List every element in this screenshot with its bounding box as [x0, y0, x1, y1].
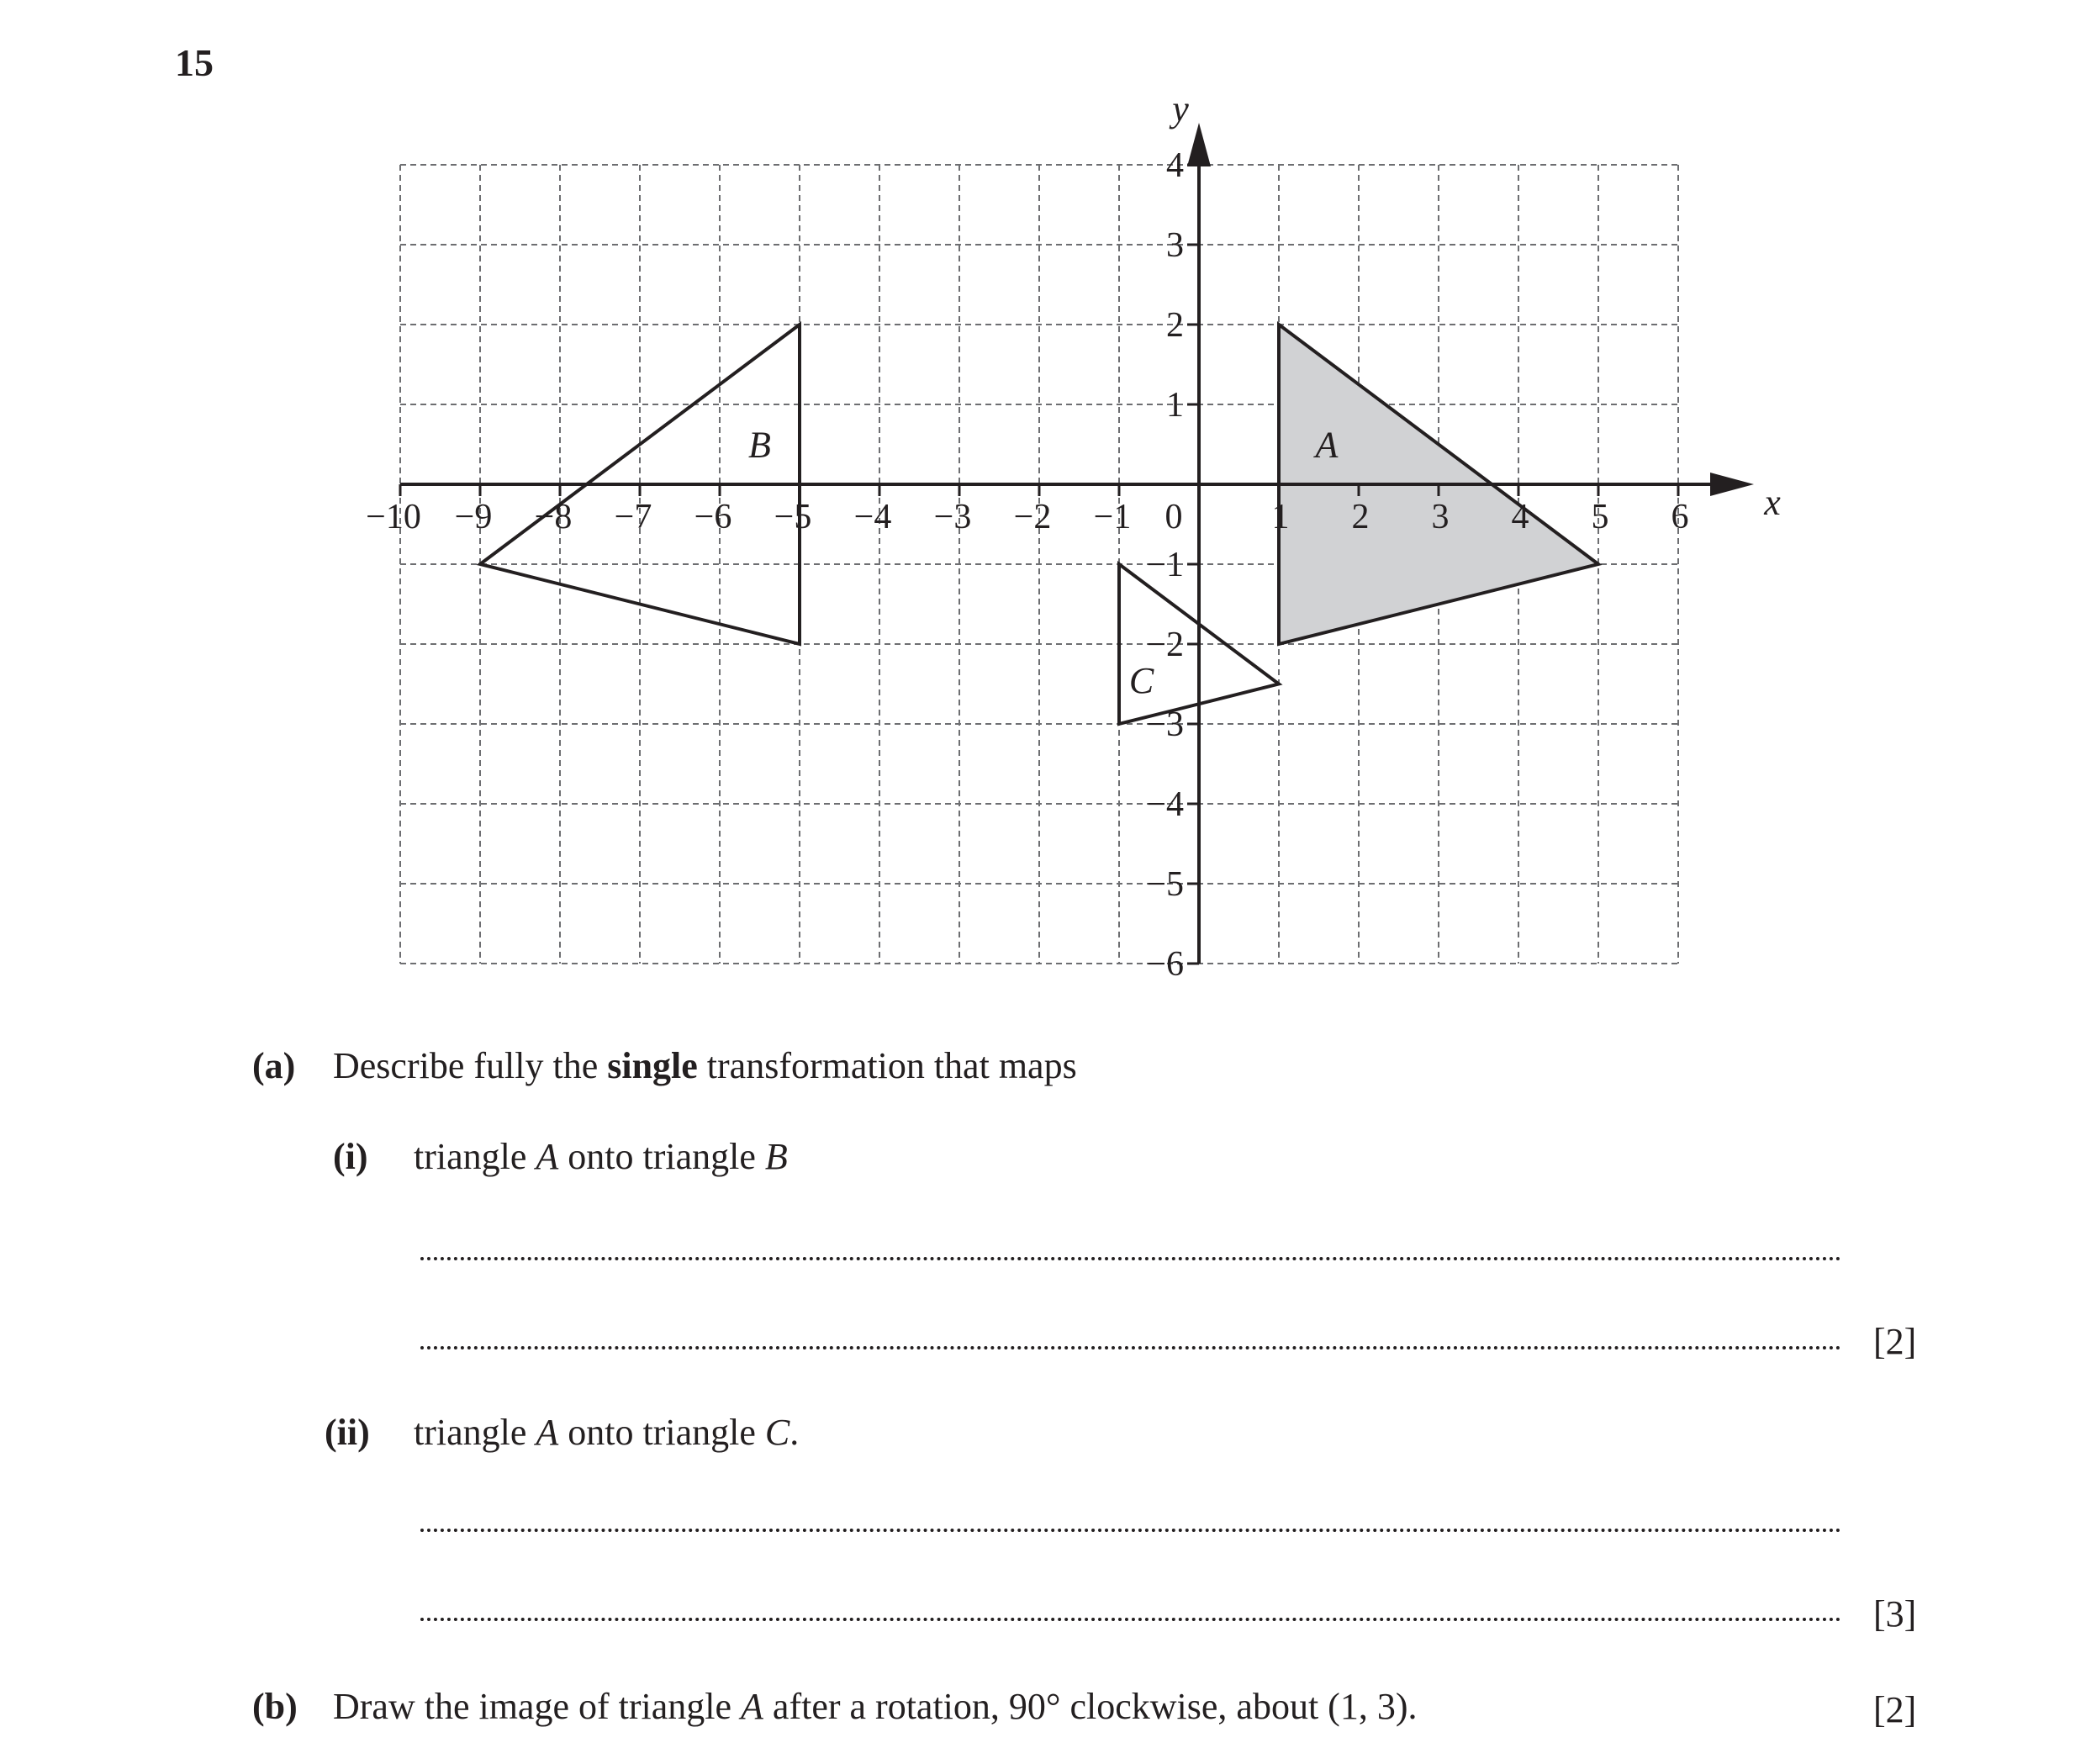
part-a-i-text: triangle A onto triangle B [414, 1136, 788, 1177]
y-tick-label: −3 [1146, 705, 1184, 744]
part-a-text: Describe fully the single transformation that maps [333, 1045, 1077, 1086]
answer-line-a-i-1[interactable] [420, 1257, 1841, 1260]
y-axis-label: y [1172, 88, 1189, 129]
x-tick-label: −1 [1093, 498, 1132, 536]
answer-line-a-i-2[interactable] [420, 1346, 1841, 1349]
marks-b: [2] [1873, 1689, 1917, 1730]
part-b-text: Draw the image of triangle A after a rotation, 90° clockwise, about (1, 3). [333, 1686, 1418, 1727]
marks-a-i: [2] [1873, 1321, 1917, 1362]
x-tick-label: 2 [1351, 498, 1370, 536]
x-tick-label: −6 [694, 498, 732, 536]
y-tick-label: −6 [1146, 945, 1184, 984]
y-tick-label: −2 [1146, 626, 1184, 664]
x-tick-label: −9 [454, 498, 493, 536]
y-tick-label: −1 [1146, 546, 1184, 584]
answer-line-a-ii-1[interactable] [420, 1529, 1841, 1532]
axis-labels [366, 88, 1781, 984]
part-a-label: (a) [252, 1045, 296, 1086]
x-tick-label: 4 [1511, 498, 1529, 536]
y-axis-arrow-icon [1187, 123, 1211, 166]
triangle-label-a: A [1315, 424, 1339, 466]
marks-a-ii: [3] [1873, 1593, 1917, 1635]
part-a-i-label: (i) [333, 1136, 368, 1177]
x-tick-label: 1 [1271, 498, 1290, 536]
x-tick-label: −2 [1013, 498, 1052, 536]
x-tick-label: −10 [366, 498, 421, 536]
x-tick-label: 3 [1431, 498, 1450, 536]
y-tick-label: −4 [1146, 785, 1184, 824]
x-tick-label: −7 [614, 498, 652, 536]
part-a-ii-text: triangle A onto triangle C. [414, 1412, 800, 1453]
answer-line-a-ii-2[interactable] [420, 1618, 1841, 1621]
x-tick-label: 0 [1164, 498, 1183, 536]
y-tick-label: 4 [1166, 146, 1184, 185]
y-tick-label: 1 [1166, 386, 1184, 425]
x-axis-label: x [1764, 482, 1781, 523]
question-number: 15 [175, 41, 214, 84]
triangle-label-b: B [748, 424, 771, 466]
x-tick-label: −3 [933, 498, 972, 536]
x-tick-label: 5 [1591, 498, 1609, 536]
x-tick-label: −4 [853, 498, 892, 536]
triangle-label-c: C [1128, 659, 1154, 701]
x-axis-arrow-icon [1710, 473, 1754, 496]
y-tick-label: −5 [1146, 865, 1184, 904]
x-tick-label: 6 [1671, 498, 1689, 536]
x-tick-label: −8 [534, 498, 573, 536]
y-tick-label: 2 [1166, 306, 1184, 345]
part-b-label: (b) [252, 1686, 298, 1727]
y-tick-label: 3 [1166, 226, 1184, 265]
x-tick-label: −5 [774, 498, 812, 536]
part-a-ii-label: (ii) [325, 1412, 370, 1453]
